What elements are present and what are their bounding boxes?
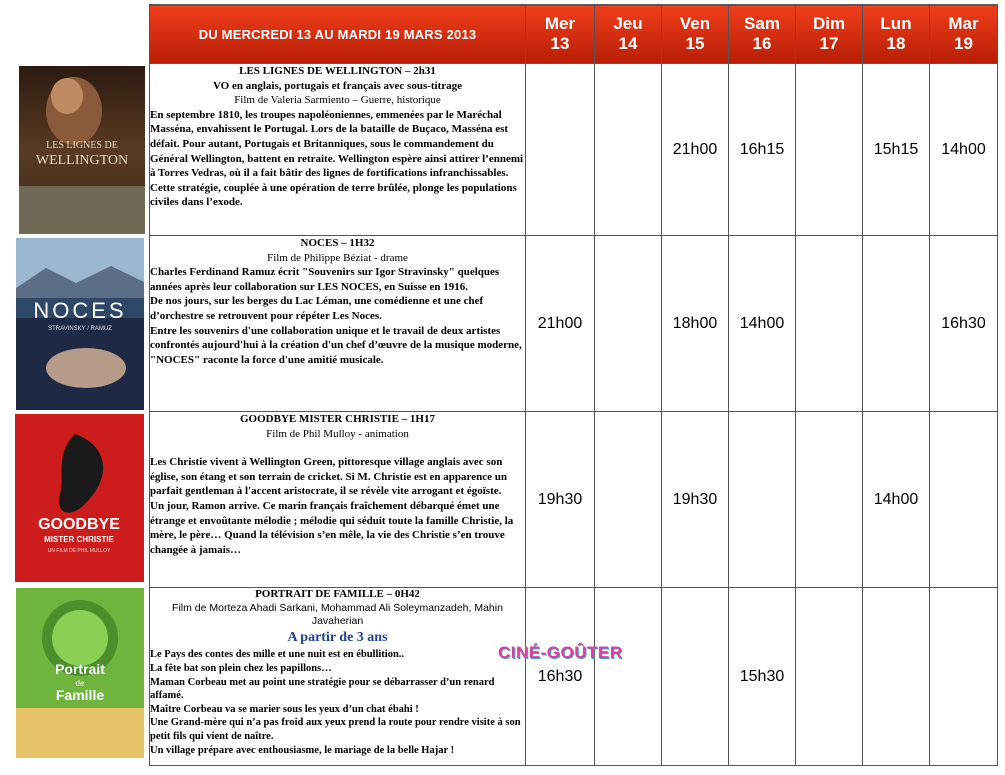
showtime-dim [796,588,863,766]
showtime-mar: 14h00 [930,64,998,236]
day-number: 14 [618,34,638,53]
day-header-mar [930,5,998,64]
day-name: Sam [744,14,780,33]
day-header-dim [796,5,863,64]
poster-portrait-de-famille [16,588,144,758]
showtime-sam: 16h15 [729,64,796,236]
day-header-mer [526,5,595,64]
film-row-goodbye-mister-christie [150,412,998,588]
film-description [150,412,526,588]
showtime-mer: 19h30 [526,412,595,588]
film-title: GOODBYE MISTER CHRISTIE – 1H17 [240,413,435,425]
film-description [150,588,526,766]
showtime-jeu [595,64,662,236]
showtime-jeu [595,588,662,766]
showtime-mar [930,412,998,588]
showtime-mar [930,588,998,766]
showtime-sam: 15h30 [729,588,796,766]
film-director: Film de Valeria Sarmiento – Guerre, historique [234,94,441,107]
showtime-jeu [595,236,662,412]
film-title: PORTRAIT DE FAMILLE – 0H42 [255,588,420,600]
poster-noces [16,238,144,410]
day-name: Lun [880,14,912,33]
film-description [150,236,526,412]
showtime-ven [662,588,729,766]
poster-title-line2: MISTER CHRISTIE [44,535,114,544]
poster-title-line2: STRAVINSKY / RAMUZ [48,326,112,332]
film-title: LES LIGNES DE WELLINGTON – 2h31 [239,65,436,77]
day-name: Mer [544,14,576,33]
showtime-ven: 19h30 [662,412,729,588]
showtime-dim [796,412,863,588]
showtime-ven: 18h00 [662,236,729,412]
showtime-dim [796,64,863,236]
day-number: 15 [685,34,705,53]
showtime-lun: 15h15 [863,64,930,236]
film-row-portrait-de-famille [150,588,998,766]
day-header-lun [863,5,930,64]
poster-lignes-de-wellington [19,66,145,234]
showtime-mer: 16h30 [526,588,595,766]
film-title: NOCES – 1H32 [300,237,375,249]
poster-title-line2: de [75,679,85,688]
film-director: Film de Morteza Ahadi Sarkani, Mohammad Ali Soleymanzadeh, Mahin Javaherian [172,601,503,628]
header-row [150,5,998,64]
film-row-noces [150,236,998,412]
day-number: 17 [819,34,839,53]
film-language: VO en anglais, portugais et français avec sous-titrage [212,79,463,92]
showtime-lun [863,236,930,412]
showtime-ven: 21h00 [662,64,729,236]
day-name: Mar [948,14,979,33]
film-synopsis: Les Christie vivent à Wellington Green, pittoresque village anglais avec son église, son étang et son terrain de cricket. Si M. Christie est en apparence un parfait gentleman à l'accent aristocrate, il se révèle vite arrogant et égoïste. Un jour, Ramon arrive. Ce marin français fraîchement débarqué émet une étrange et envoûtante mélodie ; mélodie qui séduit toute la famille Christie, la mère, le père… Quand la télévision s’en mêle, la vie des Christie s’en trouve changée à jamais… [150,456,514,556]
day-name: Dim [812,14,846,33]
poster-title-line1: NOCES [33,298,127,323]
poster-goodbye-mister-christie [15,414,144,582]
film-description [150,64,526,236]
film-synopsis: En septembre 1810, les troupes napoléoniennes, emmenées par le Maréchal Masséna, envahissent le Portugal. Lors de la bataille de Buçaco, Masséna est défait. Pour autant, Portugais et Britanniques, sous le commandement du Général Wellington, battent en retraite. Wellington espère ainsi attirer l’ennemi à Torres Vedras, où il a fait bâtir des lignes de fortifications infranchissables. Cette stratégie, couplée à une opération de terre brûlée, plonge les populations civiles dans l’exode. [150,108,524,209]
showtime-lun [863,588,930,766]
film-director: Film de Phil Mulloy - animation [266,427,409,440]
week-title: DU MERCREDI 13 AU MARDI 19 MARS 2013 [150,5,526,64]
day-number: 13 [550,34,570,53]
day-header-jeu [595,5,662,64]
film-row-wellington [150,64,998,236]
showtime-lun: 14h00 [863,412,930,588]
showtime-jeu [595,412,662,588]
poster-title-line3: UN FILM DE PHIL MULLOY [47,548,111,554]
film-director: Film de Philippe Béziat - drame [267,251,408,264]
day-number: 19 [954,34,973,53]
day-name: Ven [679,14,711,33]
poster-title-line1: LES LIGNES DE [46,140,118,151]
poster-title-line1: GOODBYE [38,516,120,533]
showtime-mar: 16h30 [930,236,998,412]
showtime-mer: 21h00 [526,236,595,412]
age-recommendation: A partir de 3 ans [287,629,388,645]
poster-title-line2: WELLINGTON [35,153,129,168]
film-synopsis: Charles Ferdinand Ramuz écrit "Souvenirs sur Igor Stravinsky" quelques années après leur collaboration sur LES NOCES, en Suisse en 1916. De nos jours, sur les berges du Lac Léman, une comédienne et une chef d’orchestre se retrouvent pour répéter Les Noces. Entre les souvenirs d'une collaboration unique et le travail de deux artistes confrontés aujourd'hui à la création d'un chef d’œuvre de la musique moderne, "NOCES" raconte la force d'une amitié musicale. [150,266,522,366]
poster-title-line3: Famille [55,687,105,703]
day-name: Jeu [613,14,643,33]
showtime-sam: 14h00 [729,236,796,412]
cine-gouter-badge: CINÉ-GOÛTER [498,643,623,662]
day-header-sam [729,5,796,64]
film-synopsis: Le Pays des contes des mille et une nuit est en ébullition.. La fête bat son plein chez les papillons… Maman Corbeau met au point une stratégie pour se débarrasser d’un renard affamé. Maître Corbeau va se marier sous les yeux d’un chat ébahi ! Une Grand-mère qui n’a pas froid aux yeux prend la route pour rendre visite à son petit fils qui vient de naître. Un village prépare avec enthousiasme, le mariage de la belle Hajar ! [150,649,521,756]
day-number: 18 [886,34,906,53]
showtime-sam [729,412,796,588]
day-header-ven [662,5,729,64]
poster-title-line1: Portrait [55,661,105,677]
showtime-dim [796,236,863,412]
showtime-mer [526,64,595,236]
day-number: 16 [752,34,772,53]
